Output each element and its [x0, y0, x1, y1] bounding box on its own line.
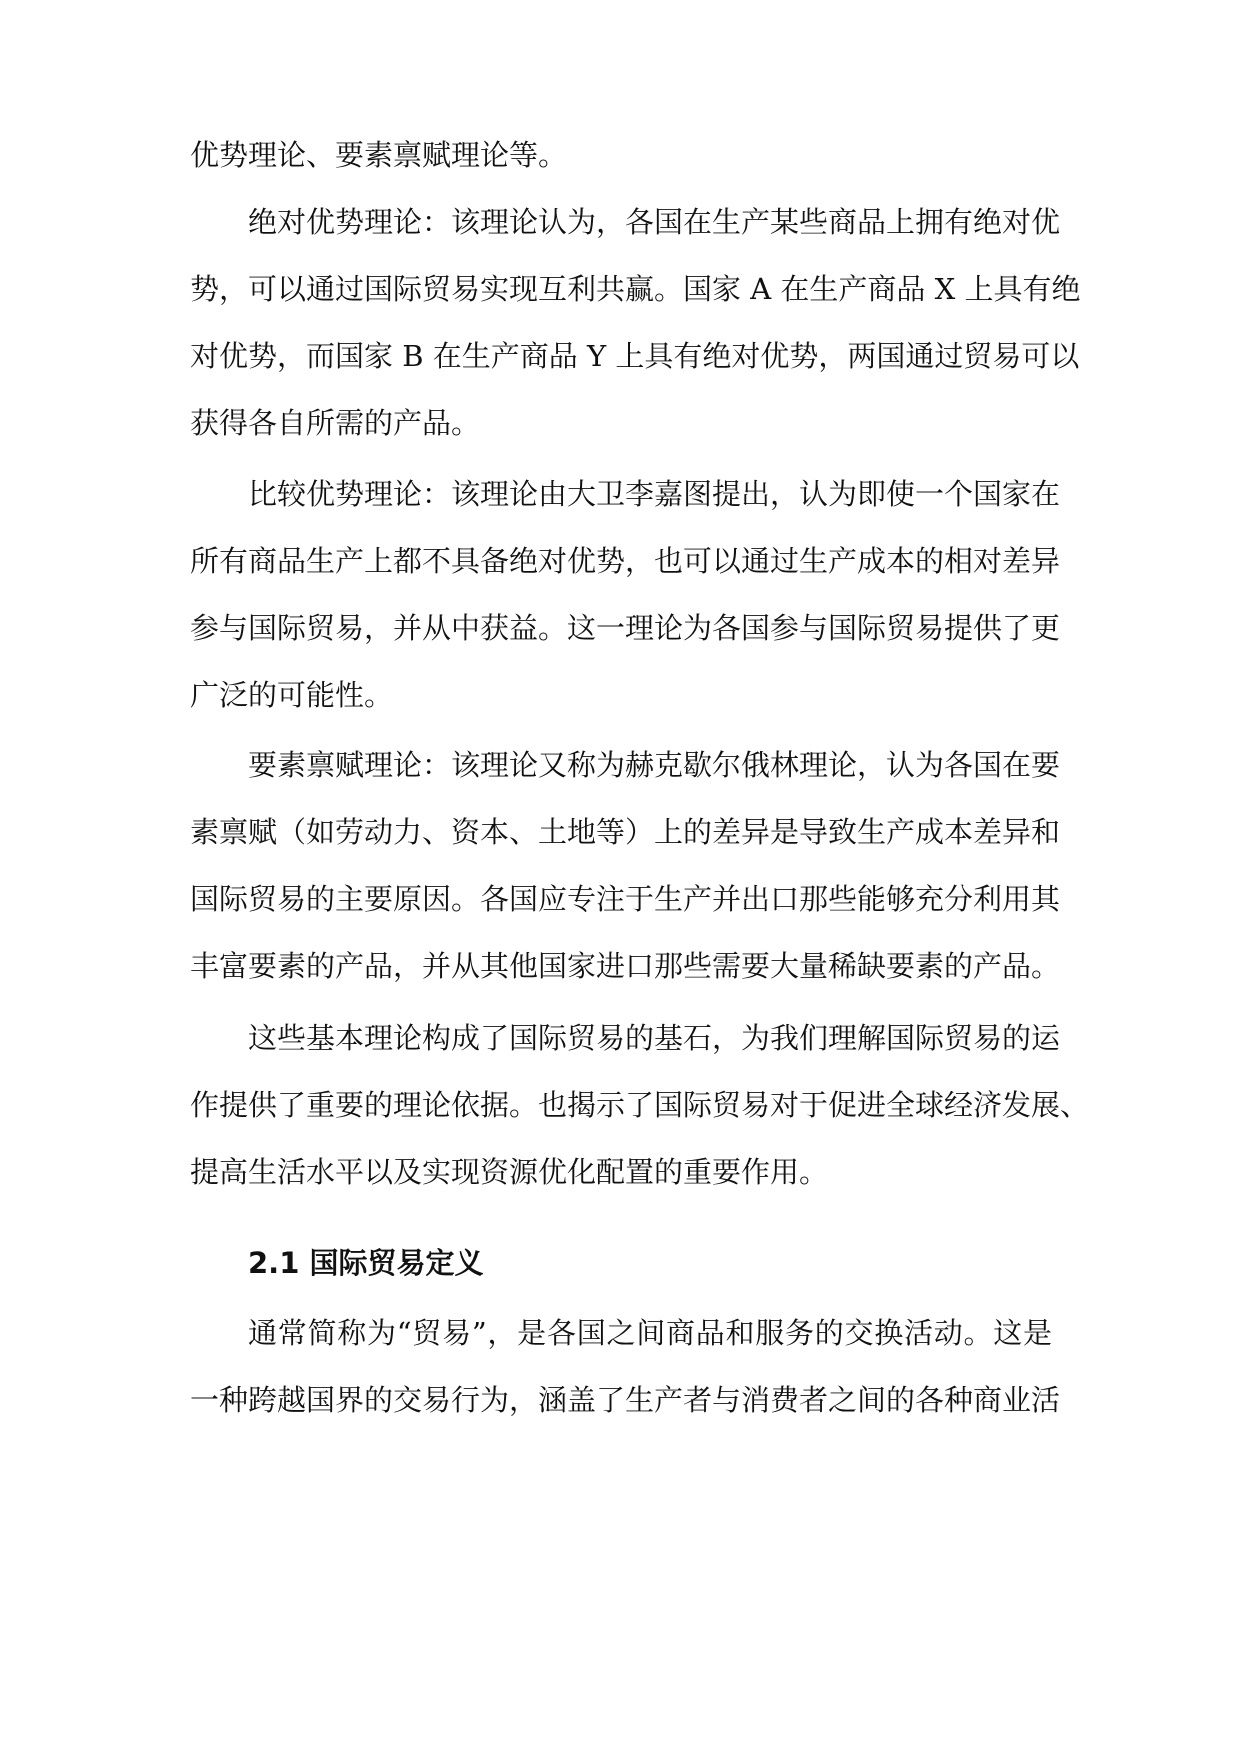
- paragraph-line: 一种跨越国界的交易行为，涵盖了生产者与消费者之间的各种商业活: [190, 1383, 1061, 1417]
- paragraph-line: 对优势，而国家 B 在生产商品 Y 上具有绝对优势，两国通过贸易可以: [190, 339, 1080, 373]
- paragraph-line: 提高生活水平以及实现资源优化配置的重要作用。: [190, 1155, 829, 1189]
- paragraph-line: 广泛的可能性。: [190, 678, 394, 712]
- paragraph-line: 优势理论、要素禀赋理论等。: [190, 138, 568, 172]
- paragraph-line: 参与国际贸易，并从中获益。这一理论为各国参与国际贸易提供了更: [190, 611, 1061, 645]
- paragraph-line: 获得各自所需的产品。: [190, 406, 481, 440]
- paragraph-line: 比较优势理论：该理论由大卫李嘉图提出，认为即使一个国家在: [248, 477, 1061, 511]
- paragraph-line: 通常简称为“贸易”，是各国之间商品和服务的交换活动。这是: [248, 1316, 1052, 1350]
- paragraph-line: 势，可以通过国际贸易实现互利共赢。国家 A 在生产商品 X 上具有绝: [190, 272, 1081, 306]
- paragraph-line: 这些基本理论构成了国际贸易的基石，为我们理解国际贸易的运: [248, 1021, 1061, 1055]
- paragraph-line: 国际贸易的主要原因。各国应专注于生产并出口那些能够充分利用其: [190, 882, 1061, 916]
- paragraph-line: 绝对优势理论：该理论认为，各国在生产某些商品上拥有绝对优: [248, 205, 1061, 239]
- paragraph-line: 所有商品生产上都不具备绝对优势，也可以通过生产成本的相对差异: [190, 544, 1061, 578]
- paragraph-line: 作提供了重要的理论依据。也揭示了国际贸易对于促进全球经济发展、: [190, 1088, 1090, 1122]
- paragraph-line: 丰富要素的产品，并从其他国家进口那些需要大量稀缺要素的产品。: [190, 949, 1061, 983]
- paragraph-line: 要素禀赋理论：该理论又称为赫克歇尔俄林理论，认为各国在要: [248, 748, 1061, 782]
- paragraph-line: 素禀赋（如劳动力、资本、土地等）上的差异是导致生产成本差异和: [190, 815, 1061, 849]
- section-heading: 2.1 国际贸易定义: [248, 1246, 484, 1280]
